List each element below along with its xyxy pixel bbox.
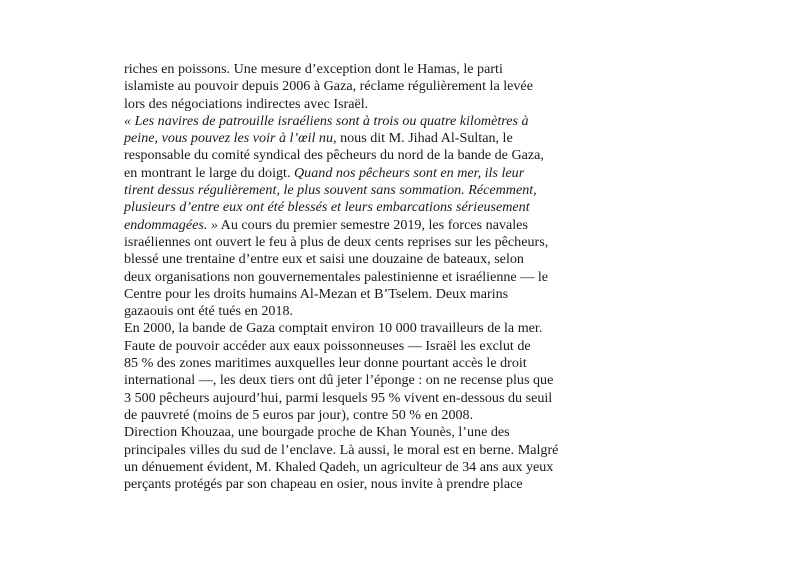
text-line	[124, 96, 554, 113]
text-line	[124, 476, 554, 493]
text-line	[124, 61, 554, 78]
quote-run: endommagées. »	[124, 216, 218, 233]
text-line	[124, 78, 554, 95]
text-line	[124, 424, 554, 441]
text-line	[124, 303, 554, 320]
text-line	[124, 165, 554, 182]
text-line	[124, 217, 554, 234]
text-run: 3 500 pêcheurs aujourd’hui, parmi lesquels 95 % vivent en-dessous du seuil	[124, 389, 553, 406]
text-line	[124, 130, 554, 147]
text-run: en montrant le large du doigt.	[124, 164, 294, 181]
text-line	[124, 269, 554, 286]
text-run: Au cours du premier semestre 2019, les forces navales	[217, 216, 528, 233]
text-run: israéliennes ont ouvert le feu à plus de deux cents reprises sur les pêcheurs,	[124, 233, 549, 250]
text-run: riches en poissons. Une mesure d’exception dont le Hamas, le parti	[124, 61, 503, 77]
text-line	[124, 459, 554, 476]
text-run: perçants protégés par son chapeau en osier, nous invite à prendre place	[124, 476, 523, 493]
article-text	[124, 61, 559, 493]
text-run: Faute de pouvoir accéder aux eaux poissonneuses — Israël les exclut de	[124, 337, 531, 354]
text-run: de pauvreté (moins de 5 euros par jour), contre 50 % en 2008.	[124, 406, 474, 423]
quote-run: Quand nos pêcheurs sont en mer, ils leur	[294, 164, 525, 181]
text-run: blessé une trentaine d’entre eux et saisi une douzaine de bateaux, selon	[124, 251, 524, 268]
text-line	[124, 441, 559, 459]
quote-run: plusieurs d’entre eux ont été blessés et leurs embarcations sérieusement	[124, 199, 530, 216]
text-line	[124, 234, 554, 251]
text-line	[124, 355, 554, 372]
text-line	[124, 372, 554, 389]
text-run: international —, les deux tiers ont dû jeter l’éponge : on ne recense plus que	[124, 372, 554, 389]
text-run: islamiste au pouvoir depuis 2006 à Gaza, réclame régulièrement la levée	[124, 78, 533, 95]
text-run: gazaouis ont été tués en 2018.	[124, 303, 294, 320]
text-run: principales villes du sud de l’enclave. Là aussi, le moral est en berne. Malgré	[124, 441, 559, 458]
text-line	[124, 390, 554, 407]
text-line	[124, 320, 554, 337]
text-run: un dénuement évident, M. Khaled Qadeh, un agriculteur de 34 ans aux yeux	[124, 458, 554, 475]
text-run: 85 % des zones maritimes auxquelles leur donne pourtant accès le droit	[124, 355, 527, 372]
text-run: Direction Khouzaa, une bourgade proche de Khan Younès, l’une des	[124, 424, 510, 441]
text-line	[124, 113, 554, 130]
text-line	[124, 286, 554, 303]
quote-run: peine, vous pouvez les voir à l’œil nu,	[124, 130, 337, 147]
text-line	[124, 199, 554, 216]
text-line	[124, 251, 554, 268]
text-run: nous dit M. Jihad Al-Sultan, le	[336, 130, 513, 147]
text-run: En 2000, la bande de Gaza comptait environ 10 000 travailleurs de la mer.	[124, 320, 543, 337]
quote-run: tirent dessus régulièrement, le plus souvent sans sommation. Récemment,	[124, 182, 537, 199]
text-line	[124, 407, 554, 424]
quote-run: « Les navires de patrouille israéliens sont à trois ou quatre kilomètres à	[124, 112, 529, 129]
text-run: Centre pour les droits humains Al-Mezan et B’Tselem. Deux marins	[124, 285, 509, 302]
text-run: lors des négociations indirectes avec Israël.	[124, 95, 369, 112]
text-run: responsable du comité syndical des pêcheurs du nord de la bande de Gaza,	[124, 147, 544, 164]
text-line	[124, 147, 554, 164]
text-run: deux organisations non gouvernementales palestinienne et israélienne — le	[124, 268, 548, 285]
text-line	[124, 182, 554, 199]
text-line	[124, 338, 554, 355]
